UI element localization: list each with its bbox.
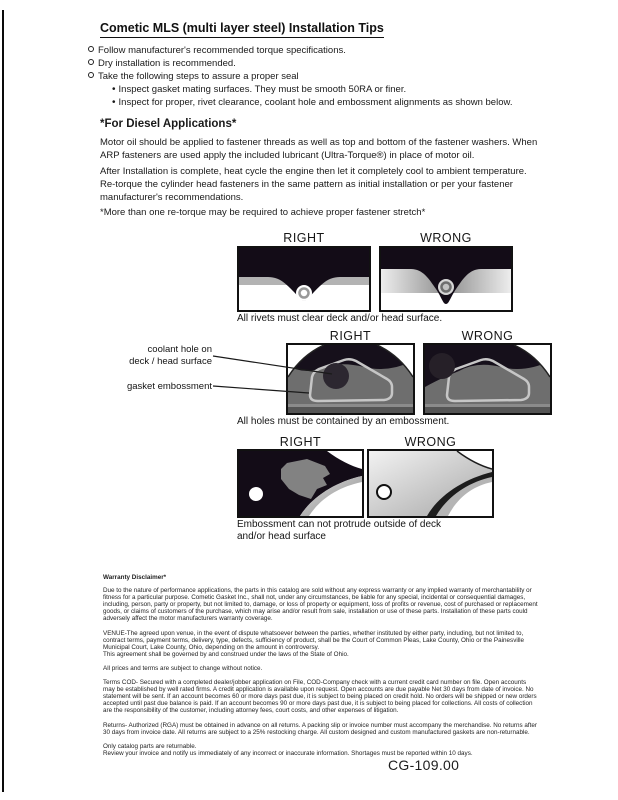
rivet-wrong-diagram [379, 246, 513, 312]
circle-bullet-icon [88, 59, 94, 65]
page-title: Cometic MLS (multi layer steel) Installation Tips [100, 21, 384, 38]
list-item [88, 44, 346, 57]
page-number: CG-109.00 [388, 757, 460, 773]
diagram-label-wrong: WRONG [404, 435, 457, 449]
disclaimer-paragraph: All prices and terms are subject to change without notice. [103, 664, 263, 672]
list-item [112, 96, 512, 109]
diagram-label-wrong: WRONG [420, 231, 472, 245]
warranty-disclaimer [103, 574, 539, 757]
disclaimer-paragraph: Review your invoice and notify us immediately of any incorrect or inaccurate information. Shortages must be reported within 10 days. [103, 749, 473, 757]
list-item-text: Take the following steps to assure a proper seal [98, 71, 299, 82]
coolant-wrong-diagram [423, 343, 552, 415]
annotation-leader-lines [210, 350, 340, 400]
disclaimer-paragraph: VENUE-The agreed upon venue, in the event of dispute whatsoever between the parties, whether instituted by either party, including, but not limited to, contract terms, payment terms, delivery, type, defects, sufficiency of product, shall be the Court of Common Pleas, Lake County, Ohio or the Painesville Municipal Court, Lake County, Ohio, depending on the amount in controversy. [103, 629, 525, 651]
circle-bullet-icon [88, 46, 94, 52]
disclaimer-paragraph: This agreement shall be governed by and construed under the laws of the State of Ohio. [103, 650, 349, 658]
diagram-label-wrong: WRONG [461, 329, 514, 343]
disclaimer-paragraph: Returns- Authorized (RGA) must be obtained in advance on all returns. A packing slip or invoice number must accompany the merchandise. No returns after 30 days from invoice date. All returns are subject to a 25% restocking charge. All custom designed and custom manufactured gaskets are non-returnable. [103, 721, 538, 736]
tips-sublist [112, 83, 512, 109]
circle-bullet-icon [88, 72, 94, 78]
diesel-paragraph-2: After Installation is complete, heat cycle the engine then let it completely cool to ambient temperature. Re-torque the cylinder head fasteners in the same pattern as initial installation or per your fastener manufacturer's recommendations. [100, 166, 527, 203]
diesel-section-heading: *For Diesel Applications* [100, 118, 237, 130]
rivet-caption: All rivets must clear deck and/or head surface. [237, 313, 443, 324]
list-item [88, 57, 346, 70]
warranty-heading: Warranty Disclaimer* [103, 574, 167, 581]
rivet-right-diagram [237, 246, 371, 312]
list-item [88, 70, 346, 83]
list-item-text: Inspect gasket mating surfaces. They must be smooth 50RA or finer. [118, 84, 407, 95]
list-item-text: Follow manufacturer's recommended torque specifications. [98, 45, 346, 56]
disclaimer-paragraph: Only catalog parts are returnable. [103, 742, 197, 750]
embossment-caption: Embossment can not protrude outside of deck and/or head surface [237, 519, 442, 542]
diesel-paragraph-1: Motor oil should be applied to fastener threads as well as top and bottom of the fastener washers. When ARP fasteners are used apply the included lubricant (Ultra-Torque®) in place of motor oil. [100, 137, 538, 161]
diagram-label-right: RIGHT [283, 231, 325, 245]
list-item-text: Inspect for proper, rivet clearance, coolant hole and embossment alignments as shown below. [118, 97, 513, 108]
list-item [112, 83, 512, 96]
dot-bullet-icon: • [112, 84, 116, 95]
diagram-label-right: RIGHT [329, 329, 372, 343]
dot-bullet-icon: • [112, 97, 116, 108]
embossment-right-diagram [237, 449, 364, 518]
gasket-embossment-annotation: gasket embossment [126, 381, 212, 392]
retorque-note: *More than one re-torque may be required to achieve proper fastener stretch* [100, 207, 426, 218]
disclaimer-paragraph: Terms COD- Secured with a completed dealer/jobber application on File, COD-Company check with a current credit card number on file. Open accounts may be established by well rated firms. A credit application is available upon request. Open accounts are due payable Net 30 days from date of invoice. No statement will be sent. If an account becomes 60 or more days past due, it is subject to being placed on credit hold. No orders will be shipped or new orders accepted until past due balance is paid. If an account becomes 90 or more days past due, it is subject to being placed for collections. All costs of collection are the responsibility of the customer, including attorney fees, court costs, and other expenses of litigation. [103, 679, 537, 715]
page-edge-line [2, 10, 4, 792]
embossment-wrong-diagram [367, 449, 494, 518]
holes-caption: All holes must be contained by an embossment. [237, 416, 450, 427]
tips-list [88, 44, 346, 83]
list-item-text: Dry installation is recommended. [98, 58, 236, 69]
coolant-hole-annotation: coolant hole on deck / head surface [129, 344, 212, 367]
diagram-label-right: RIGHT [279, 435, 322, 449]
disclaimer-paragraph: Due to the nature of performance applications, the parts in this catalog are sold without any express warranty or any implied warranty of merchantability or fitness for a particular purpose. Cometic Gasket Inc., shall not, under any circumstances, be liable for any special, incidental or consequential damages, including, person, party or property, but not limited to, damage, or loss of property or equipment, loss of profits or revenue, cost of purchased or replacement goods, or claims of customers of the purchase, which may arise and/or result from sale, installation or use of these parts. Installation of these parts could adversely affect the motor manufacturers warranty coverage. [103, 587, 538, 623]
